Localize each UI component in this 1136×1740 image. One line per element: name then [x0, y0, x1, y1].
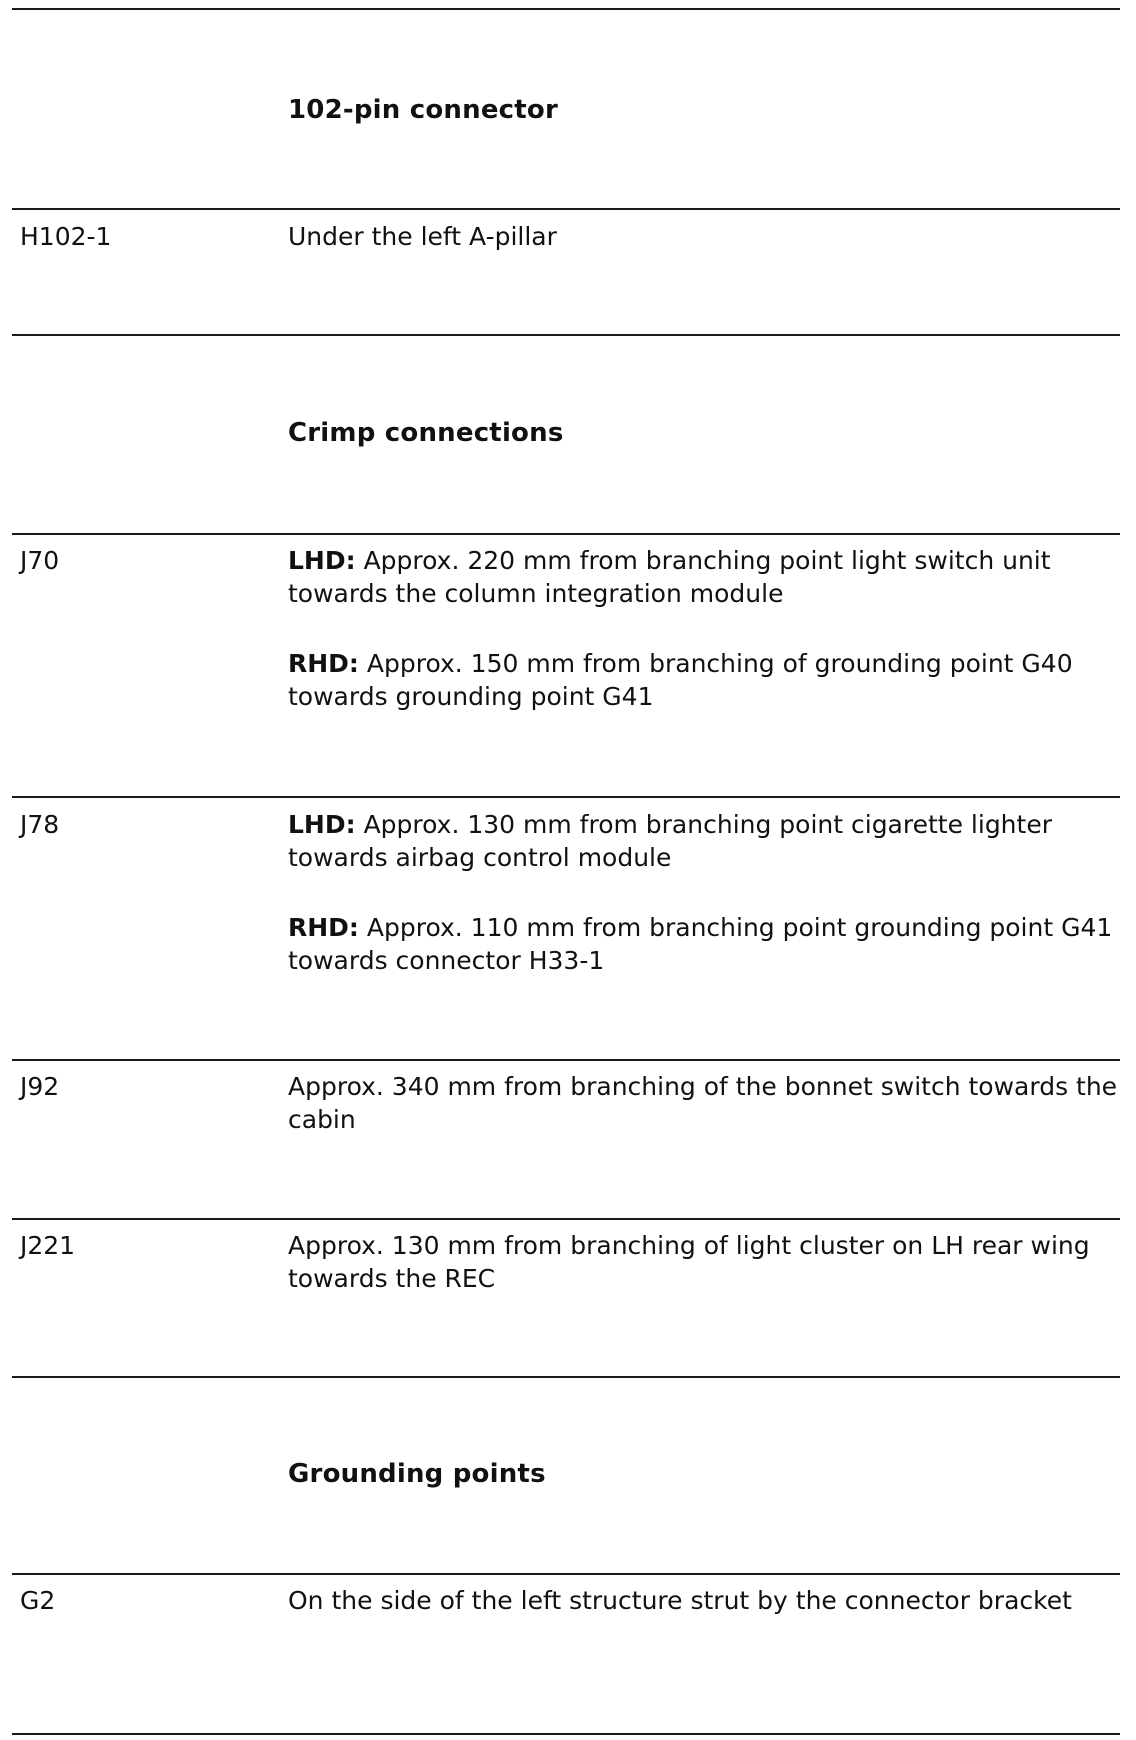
row-description: [288, 1070, 1118, 1136]
section-title-102-pin-connector: 102-pin connector: [288, 95, 559, 125]
row-code: J70: [20, 546, 60, 575]
drive-side-label: RHD:: [288, 649, 359, 678]
drive-side-text: Approx. 220 mm from branching point light switch unit towards the column integration module: [288, 546, 1051, 608]
row-code: J92: [20, 1072, 60, 1101]
row-code: G2: [20, 1586, 56, 1615]
row-description: [288, 1229, 1118, 1295]
row-code: J78: [20, 810, 60, 839]
drive-side-label: LHD:: [288, 546, 356, 575]
row-description: [288, 220, 1118, 253]
divider-line: [12, 1573, 1120, 1575]
divider-line: [12, 1733, 1120, 1735]
row-description-part: [288, 808, 1118, 874]
row-code: H102-1: [20, 222, 112, 251]
row-description-part: [288, 544, 1118, 610]
divider-line: [12, 796, 1120, 798]
divider-line: [12, 1218, 1120, 1220]
row-description-text: Under the left A-pillar: [288, 222, 557, 251]
row-description-text: Approx. 130 mm from branching of light cluster on LH rear wing towards the REC: [288, 1231, 1090, 1293]
row-description: [288, 808, 1118, 977]
row-description-part: [288, 911, 1118, 977]
drive-side-text: Approx. 130 mm from branching point cigarette lighter towards airbag control module: [288, 810, 1052, 872]
row-description: [288, 1584, 1118, 1617]
divider-line: [12, 334, 1120, 336]
drive-side-text: Approx. 150 mm from branching of grounding point G40 towards grounding point G41: [288, 649, 1073, 711]
drive-side-label: LHD:: [288, 810, 356, 839]
row-description-text: On the side of the left structure strut by the connector bracket: [288, 1586, 1072, 1615]
section-title-grounding-points: Grounding points: [288, 1459, 546, 1489]
divider-line: [12, 1376, 1120, 1378]
divider-line: [12, 208, 1120, 210]
row-description-text: Approx. 340 mm from branching of the bonnet switch towards the cabin: [288, 1072, 1118, 1134]
section-title-crimp-connections: Crimp connections: [288, 418, 564, 448]
row-description: [288, 544, 1118, 713]
divider-line: [12, 533, 1120, 535]
divider-line: [12, 8, 1120, 10]
drive-side-text: Approx. 110 mm from branching point grounding point G41 towards connector H33-1: [288, 913, 1113, 975]
drive-side-label: RHD:: [288, 913, 359, 942]
row-code: J221: [20, 1231, 76, 1260]
divider-line: [12, 1059, 1120, 1061]
row-description-part: [288, 647, 1118, 713]
